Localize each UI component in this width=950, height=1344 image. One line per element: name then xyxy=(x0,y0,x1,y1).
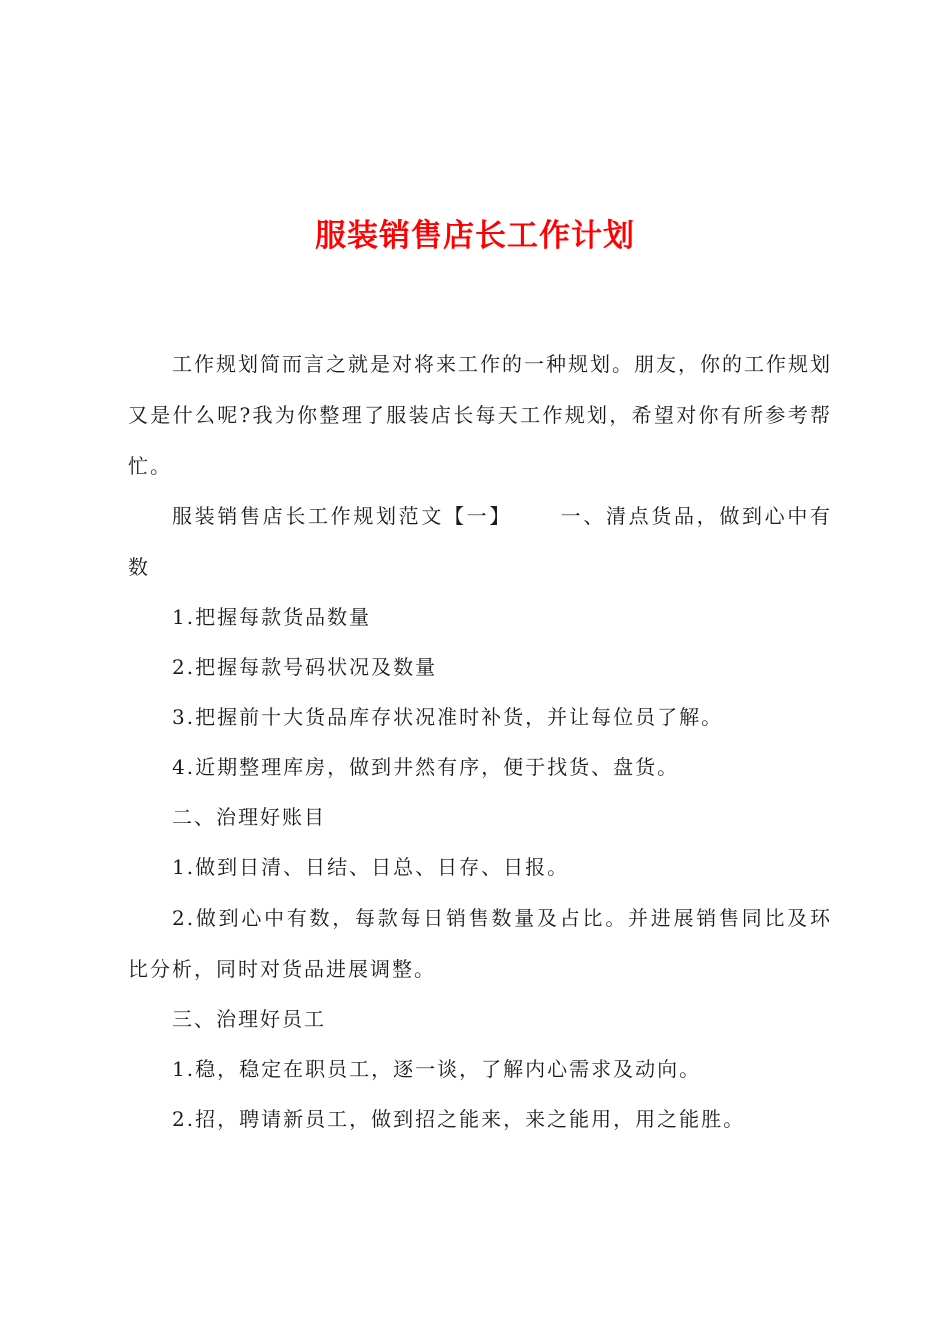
section-heading-paragraph xyxy=(128,491,832,593)
document-title: 服装销售店长工作计划 xyxy=(315,218,635,254)
list-item: 1.稳，稳定在职员工，逐一谈，了解内心需求及动向。 xyxy=(172,1057,702,1081)
list-item: 1.把握每款货品数量 xyxy=(172,605,372,629)
list-item: 3.把握前十大货品库存状况准时补货，并让每位员了解。 xyxy=(172,705,724,729)
section-heading: 服装销售店长工作规划范文【一】 xyxy=(172,504,512,528)
list-item: 2.招，聘请新员工，做到招之能来，来之能用，用之能胜。 xyxy=(172,1107,746,1131)
list-item: 2.把握每款号码状况及数量 xyxy=(172,655,438,679)
list-item: 1.做到日清、日结、日总、日存、日报。 xyxy=(172,855,570,879)
intro-paragraph: 工作规划简而言之就是对将来工作的一种规划。朋友，你的工作规划又是什么呢?我为你整理了服装店长每天工作规划，希望对你有所参考帮忙。 xyxy=(128,352,832,478)
document-body xyxy=(128,339,832,1153)
list-item: 4.近期整理库房，做到井然有序，便于找货、盘货。 xyxy=(172,755,680,779)
section-two-heading: 二、治理好账目 xyxy=(172,805,326,829)
list-item: 2.做到心中有数，每款每日销售数量及占比。并进展销售同比及环比分析，同时对货品进展调整。 xyxy=(128,906,832,981)
section-three-heading: 三、治理好员工 xyxy=(172,1007,326,1031)
section-one-heading: 一、清点货品，做到心中有数 xyxy=(128,504,832,579)
